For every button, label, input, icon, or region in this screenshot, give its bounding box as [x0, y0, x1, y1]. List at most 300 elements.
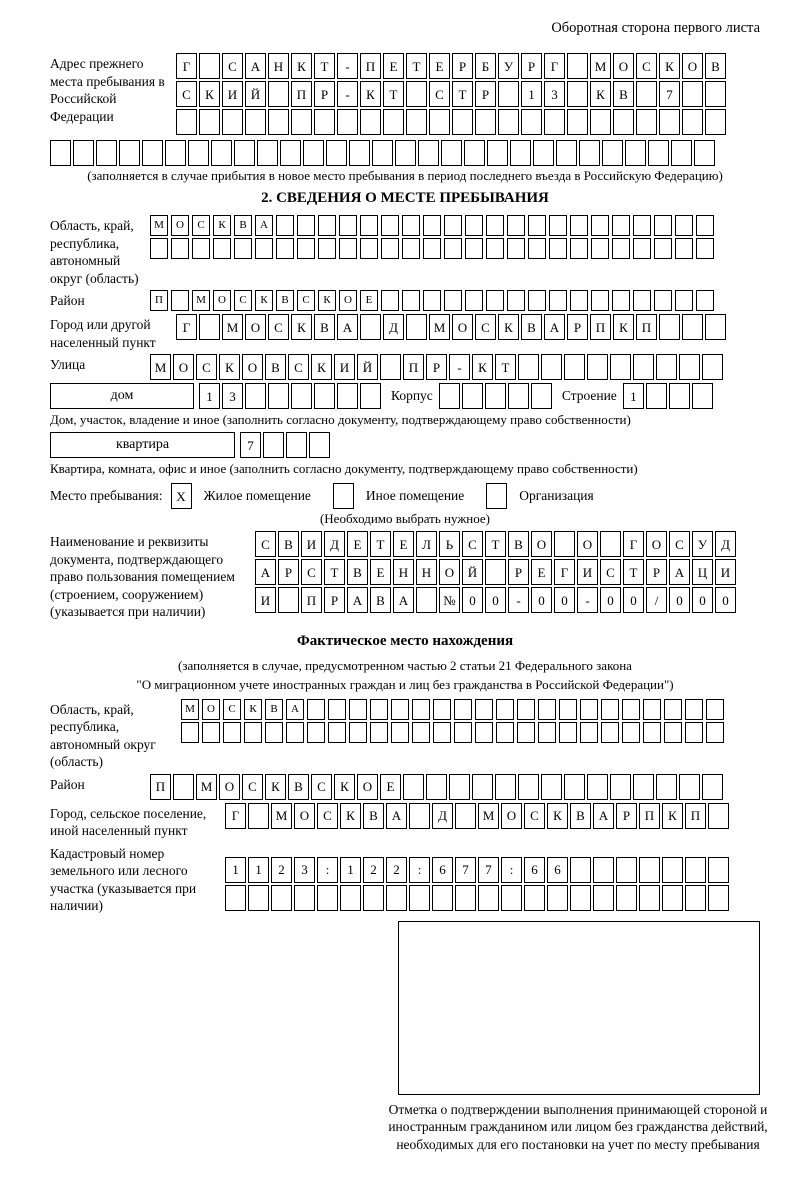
char-box[interactable]: К: [213, 215, 231, 236]
char-box[interactable]: С: [636, 53, 657, 79]
char-box[interactable]: [656, 354, 677, 380]
char-box[interactable]: [303, 140, 324, 166]
house-cells[interactable]: [199, 383, 383, 409]
char-box[interactable]: [564, 354, 585, 380]
char-box[interactable]: П: [636, 314, 657, 340]
char-box[interactable]: [340, 885, 361, 911]
char-box[interactable]: [314, 109, 335, 135]
char-box[interactable]: [706, 699, 724, 720]
char-box[interactable]: О: [171, 215, 189, 236]
char-box[interactable]: [119, 140, 140, 166]
char-box[interactable]: И: [577, 559, 598, 585]
char-box[interactable]: 0: [669, 587, 690, 613]
char-box[interactable]: [625, 140, 646, 166]
char-box[interactable]: [409, 885, 430, 911]
char-box[interactable]: [257, 140, 278, 166]
char-box[interactable]: В: [521, 314, 542, 340]
char-box[interactable]: [176, 109, 197, 135]
char-box[interactable]: [654, 215, 672, 236]
char-box[interactable]: К: [659, 53, 680, 79]
char-box[interactable]: [455, 803, 476, 829]
char-box[interactable]: С: [255, 531, 276, 557]
char-box[interactable]: [662, 857, 683, 883]
char-box[interactable]: К: [547, 803, 568, 829]
char-box[interactable]: В: [288, 774, 309, 800]
char-box[interactable]: [567, 109, 588, 135]
char-box[interactable]: П: [291, 81, 312, 107]
char-box[interactable]: [682, 81, 703, 107]
char-box[interactable]: [339, 238, 357, 259]
char-box[interactable]: О: [577, 531, 598, 557]
char-box[interactable]: [554, 531, 575, 557]
char-box[interactable]: [455, 885, 476, 911]
char-box[interactable]: [507, 290, 525, 311]
fact-raion-row[interactable]: [150, 774, 725, 800]
char-box[interactable]: М: [222, 314, 243, 340]
char-box[interactable]: [444, 290, 462, 311]
char-box[interactable]: [433, 722, 451, 743]
char-box[interactable]: [549, 215, 567, 236]
char-box[interactable]: В: [508, 531, 529, 557]
char-box[interactable]: С: [192, 215, 210, 236]
char-box[interactable]: [643, 722, 661, 743]
stroenie-cells[interactable]: [623, 383, 715, 409]
char-box[interactable]: [685, 699, 703, 720]
char-box[interactable]: [646, 383, 667, 409]
char-box[interactable]: О: [245, 314, 266, 340]
char-box[interactable]: В: [570, 803, 591, 829]
char-box[interactable]: [402, 290, 420, 311]
char-box[interactable]: 0: [623, 587, 644, 613]
char-box[interactable]: [633, 215, 651, 236]
char-box[interactable]: [245, 383, 266, 409]
char-box[interactable]: [600, 531, 621, 557]
char-box[interactable]: [452, 109, 473, 135]
char-box[interactable]: [524, 885, 545, 911]
char-box[interactable]: :: [409, 857, 430, 883]
char-box[interactable]: У: [692, 531, 713, 557]
char-box[interactable]: [171, 238, 189, 259]
fact-city-row[interactable]: [225, 803, 731, 829]
char-box[interactable]: [622, 699, 640, 720]
char-box[interactable]: В: [314, 314, 335, 340]
char-box[interactable]: Н: [268, 53, 289, 79]
char-box[interactable]: О: [439, 559, 460, 585]
char-box[interactable]: [406, 314, 427, 340]
char-box[interactable]: О: [242, 354, 263, 380]
char-box[interactable]: М: [429, 314, 450, 340]
apartment-cells[interactable]: [240, 432, 332, 458]
char-box[interactable]: 3: [294, 857, 315, 883]
oblast-row2[interactable]: [150, 238, 717, 259]
char-box[interactable]: [472, 774, 493, 800]
char-box[interactable]: Д: [324, 531, 345, 557]
prev-address-row3[interactable]: [176, 109, 728, 135]
char-box[interactable]: [286, 432, 307, 458]
char-box[interactable]: [616, 885, 637, 911]
char-box[interactable]: И: [255, 587, 276, 613]
char-box[interactable]: [591, 290, 609, 311]
char-box[interactable]: [508, 383, 529, 409]
char-box[interactable]: [705, 314, 726, 340]
char-box[interactable]: [317, 885, 338, 911]
char-box[interactable]: [297, 238, 315, 259]
char-box[interactable]: [570, 290, 588, 311]
char-box[interactable]: К: [498, 314, 519, 340]
char-box[interactable]: [50, 140, 71, 166]
char-box[interactable]: [559, 699, 577, 720]
char-box[interactable]: [337, 109, 358, 135]
char-box[interactable]: [444, 238, 462, 259]
document-row1[interactable]: [255, 531, 738, 557]
char-box[interactable]: [349, 140, 370, 166]
char-box[interactable]: [171, 290, 189, 311]
char-box[interactable]: 6: [524, 857, 545, 883]
char-box[interactable]: [192, 238, 210, 259]
char-box[interactable]: [498, 109, 519, 135]
char-box[interactable]: [454, 722, 472, 743]
char-box[interactable]: [432, 885, 453, 911]
char-box[interactable]: 2: [363, 857, 384, 883]
char-box[interactable]: -: [337, 53, 358, 79]
char-box[interactable]: [601, 722, 619, 743]
char-box[interactable]: [510, 140, 531, 166]
char-box[interactable]: О: [339, 290, 357, 311]
char-box[interactable]: К: [291, 314, 312, 340]
char-box[interactable]: [465, 215, 483, 236]
char-box[interactable]: [360, 215, 378, 236]
char-box[interactable]: [662, 885, 683, 911]
char-box[interactable]: С: [234, 290, 252, 311]
char-box[interactable]: [708, 885, 729, 911]
char-box[interactable]: М: [590, 53, 611, 79]
char-box[interactable]: [636, 81, 657, 107]
char-box[interactable]: [360, 238, 378, 259]
char-box[interactable]: [181, 722, 199, 743]
char-box[interactable]: Р: [426, 354, 447, 380]
char-box[interactable]: Т: [383, 81, 404, 107]
char-box[interactable]: М: [196, 774, 217, 800]
char-box[interactable]: [222, 109, 243, 135]
char-box[interactable]: О: [219, 774, 240, 800]
char-box[interactable]: Е: [531, 559, 552, 585]
char-box[interactable]: С: [524, 803, 545, 829]
char-box[interactable]: [616, 857, 637, 883]
char-box[interactable]: [669, 383, 690, 409]
char-box[interactable]: В: [276, 290, 294, 311]
char-box[interactable]: К: [291, 53, 312, 79]
char-box[interactable]: 3: [222, 383, 243, 409]
char-box[interactable]: 2: [271, 857, 292, 883]
char-box[interactable]: [486, 483, 507, 509]
char-box[interactable]: С: [317, 803, 338, 829]
char-box[interactable]: К: [360, 81, 381, 107]
char-box[interactable]: С: [462, 531, 483, 557]
char-box[interactable]: [708, 857, 729, 883]
fact-oblast-row2[interactable]: [181, 722, 727, 743]
char-box[interactable]: [416, 587, 437, 613]
char-box[interactable]: К: [219, 354, 240, 380]
char-box[interactable]: [496, 722, 514, 743]
char-box[interactable]: М: [150, 354, 171, 380]
char-box[interactable]: [380, 354, 401, 380]
char-box[interactable]: Р: [324, 587, 345, 613]
char-box[interactable]: В: [278, 531, 299, 557]
char-box[interactable]: [309, 432, 330, 458]
char-box[interactable]: И: [715, 559, 736, 585]
char-box[interactable]: [702, 774, 723, 800]
char-box[interactable]: [498, 81, 519, 107]
char-box[interactable]: Р: [508, 559, 529, 585]
char-box[interactable]: О: [294, 803, 315, 829]
char-box[interactable]: [328, 699, 346, 720]
char-box[interactable]: [426, 774, 447, 800]
char-box[interactable]: [475, 109, 496, 135]
char-box[interactable]: [276, 238, 294, 259]
char-box[interactable]: [433, 699, 451, 720]
char-box[interactable]: [73, 140, 94, 166]
char-box[interactable]: [549, 238, 567, 259]
char-box[interactable]: Л: [416, 531, 437, 557]
char-box[interactable]: [580, 699, 598, 720]
char-box[interactable]: К: [472, 354, 493, 380]
char-box[interactable]: Й: [357, 354, 378, 380]
char-box[interactable]: Г: [225, 803, 246, 829]
street-row[interactable]: [150, 354, 725, 380]
char-box[interactable]: [579, 140, 600, 166]
char-box[interactable]: [570, 885, 591, 911]
char-box[interactable]: П: [360, 53, 381, 79]
char-box[interactable]: [528, 290, 546, 311]
char-box[interactable]: А: [337, 314, 358, 340]
char-box[interactable]: [507, 215, 525, 236]
char-box[interactable]: [423, 290, 441, 311]
char-box[interactable]: А: [347, 587, 368, 613]
char-box[interactable]: [501, 885, 522, 911]
char-box[interactable]: О: [501, 803, 522, 829]
char-box[interactable]: [664, 722, 682, 743]
char-box[interactable]: [639, 857, 660, 883]
char-box[interactable]: [314, 383, 335, 409]
char-box[interactable]: [659, 109, 680, 135]
char-box[interactable]: [570, 857, 591, 883]
cadastral-row2[interactable]: [225, 885, 731, 911]
char-box[interactable]: [682, 109, 703, 135]
char-box[interactable]: [423, 238, 441, 259]
char-box[interactable]: О: [646, 531, 667, 557]
char-box[interactable]: [612, 290, 630, 311]
prev-address-row2[interactable]: [176, 81, 728, 107]
char-box[interactable]: С: [301, 559, 322, 585]
char-box[interactable]: Г: [176, 314, 197, 340]
char-box[interactable]: [271, 885, 292, 911]
char-box[interactable]: [675, 290, 693, 311]
char-box[interactable]: [601, 699, 619, 720]
char-box[interactable]: А: [593, 803, 614, 829]
char-box[interactable]: [255, 238, 273, 259]
char-box[interactable]: [360, 109, 381, 135]
stay-type-checkbox-organization[interactable]: [486, 483, 509, 509]
char-box[interactable]: [454, 699, 472, 720]
char-box[interactable]: [278, 587, 299, 613]
char-box[interactable]: [622, 722, 640, 743]
char-box[interactable]: :: [501, 857, 522, 883]
char-box[interactable]: [544, 109, 565, 135]
char-box[interactable]: [439, 383, 460, 409]
char-box[interactable]: В: [265, 699, 283, 720]
char-box[interactable]: С: [288, 354, 309, 380]
char-box[interactable]: [613, 109, 634, 135]
char-box[interactable]: [541, 354, 562, 380]
char-box[interactable]: [580, 722, 598, 743]
char-box[interactable]: 1: [521, 81, 542, 107]
char-box[interactable]: [286, 722, 304, 743]
char-box[interactable]: [705, 81, 726, 107]
char-box[interactable]: [675, 215, 693, 236]
char-box[interactable]: М: [478, 803, 499, 829]
char-box[interactable]: 3: [544, 81, 565, 107]
char-box[interactable]: [406, 109, 427, 135]
char-box[interactable]: Е: [429, 53, 450, 79]
char-box[interactable]: [449, 774, 470, 800]
char-box[interactable]: К: [244, 699, 262, 720]
char-box[interactable]: П: [150, 290, 168, 311]
char-box[interactable]: [268, 383, 289, 409]
char-box[interactable]: [418, 140, 439, 166]
char-box[interactable]: Н: [393, 559, 414, 585]
char-box[interactable]: [234, 238, 252, 259]
char-box[interactable]: [465, 290, 483, 311]
char-box[interactable]: С: [429, 81, 450, 107]
char-box[interactable]: [612, 215, 630, 236]
char-box[interactable]: [444, 215, 462, 236]
char-box[interactable]: [360, 383, 381, 409]
char-box[interactable]: С: [475, 314, 496, 340]
char-box[interactable]: 0: [554, 587, 575, 613]
char-box[interactable]: 6: [547, 857, 568, 883]
char-box[interactable]: [496, 699, 514, 720]
char-box[interactable]: [464, 140, 485, 166]
char-box[interactable]: [263, 432, 284, 458]
char-box[interactable]: [593, 885, 614, 911]
char-box[interactable]: О: [173, 354, 194, 380]
char-box[interactable]: 6: [432, 857, 453, 883]
char-box[interactable]: В: [370, 587, 391, 613]
char-box[interactable]: [528, 238, 546, 259]
char-box[interactable]: [370, 699, 388, 720]
char-box[interactable]: С: [669, 531, 690, 557]
fact-oblast-row1[interactable]: [181, 699, 727, 720]
char-box[interactable]: [696, 238, 714, 259]
char-box[interactable]: [199, 109, 220, 135]
char-box[interactable]: [383, 109, 404, 135]
char-box[interactable]: Р: [452, 53, 473, 79]
char-box[interactable]: [478, 885, 499, 911]
char-box[interactable]: [708, 803, 729, 829]
char-box[interactable]: [495, 774, 516, 800]
char-box[interactable]: [696, 290, 714, 311]
char-box[interactable]: [486, 238, 504, 259]
char-box[interactable]: [567, 53, 588, 79]
char-box[interactable]: [643, 699, 661, 720]
char-box[interactable]: [633, 774, 654, 800]
char-box[interactable]: Т: [314, 53, 335, 79]
char-box[interactable]: -: [508, 587, 529, 613]
char-box[interactable]: [521, 109, 542, 135]
char-box[interactable]: П: [301, 587, 322, 613]
char-box[interactable]: [664, 699, 682, 720]
char-box[interactable]: [333, 483, 354, 509]
char-box[interactable]: [541, 774, 562, 800]
char-box[interactable]: -: [577, 587, 598, 613]
char-box[interactable]: О: [357, 774, 378, 800]
char-box[interactable]: [602, 140, 623, 166]
cadastral-row1[interactable]: [225, 857, 731, 883]
char-box[interactable]: [265, 722, 283, 743]
char-box[interactable]: О: [452, 314, 473, 340]
char-box[interactable]: [245, 109, 266, 135]
char-box[interactable]: Г: [544, 53, 565, 79]
char-box[interactable]: И: [222, 81, 243, 107]
char-box[interactable]: [268, 81, 289, 107]
char-box[interactable]: [412, 722, 430, 743]
char-box[interactable]: Т: [324, 559, 345, 585]
char-box[interactable]: [639, 885, 660, 911]
char-box[interactable]: [462, 383, 483, 409]
char-box[interactable]: [694, 140, 715, 166]
char-box[interactable]: [150, 238, 168, 259]
char-box[interactable]: Е: [380, 774, 401, 800]
char-box[interactable]: [549, 290, 567, 311]
char-box[interactable]: Ь: [439, 531, 460, 557]
char-box[interactable]: [610, 774, 631, 800]
char-box[interactable]: [142, 140, 163, 166]
char-box[interactable]: 0: [715, 587, 736, 613]
char-box[interactable]: [213, 238, 231, 259]
char-box[interactable]: С: [196, 354, 217, 380]
char-box[interactable]: 1: [199, 383, 220, 409]
char-box[interactable]: [612, 238, 630, 259]
char-box[interactable]: [559, 722, 577, 743]
char-box[interactable]: [326, 140, 347, 166]
char-box[interactable]: О: [682, 53, 703, 79]
char-box[interactable]: [570, 215, 588, 236]
house-widebox[interactable]: дом: [50, 383, 194, 409]
char-box[interactable]: [349, 699, 367, 720]
char-box[interactable]: [538, 722, 556, 743]
char-box[interactable]: [363, 885, 384, 911]
char-box[interactable]: [402, 238, 420, 259]
char-box[interactable]: [199, 314, 220, 340]
char-box[interactable]: [656, 774, 677, 800]
char-box[interactable]: [706, 722, 724, 743]
char-box[interactable]: П: [590, 314, 611, 340]
char-box[interactable]: [679, 774, 700, 800]
char-box[interactable]: Т: [452, 81, 473, 107]
char-box[interactable]: А: [255, 215, 273, 236]
char-box[interactable]: Д: [432, 803, 453, 829]
char-box[interactable]: [593, 857, 614, 883]
char-box[interactable]: [654, 238, 672, 259]
city-row[interactable]: [176, 314, 728, 340]
char-box[interactable]: О: [613, 53, 634, 79]
char-box[interactable]: [429, 109, 450, 135]
char-box[interactable]: [587, 354, 608, 380]
char-box[interactable]: 0: [531, 587, 552, 613]
char-box[interactable]: [381, 290, 399, 311]
char-box[interactable]: К: [199, 81, 220, 107]
char-box[interactable]: [372, 140, 393, 166]
